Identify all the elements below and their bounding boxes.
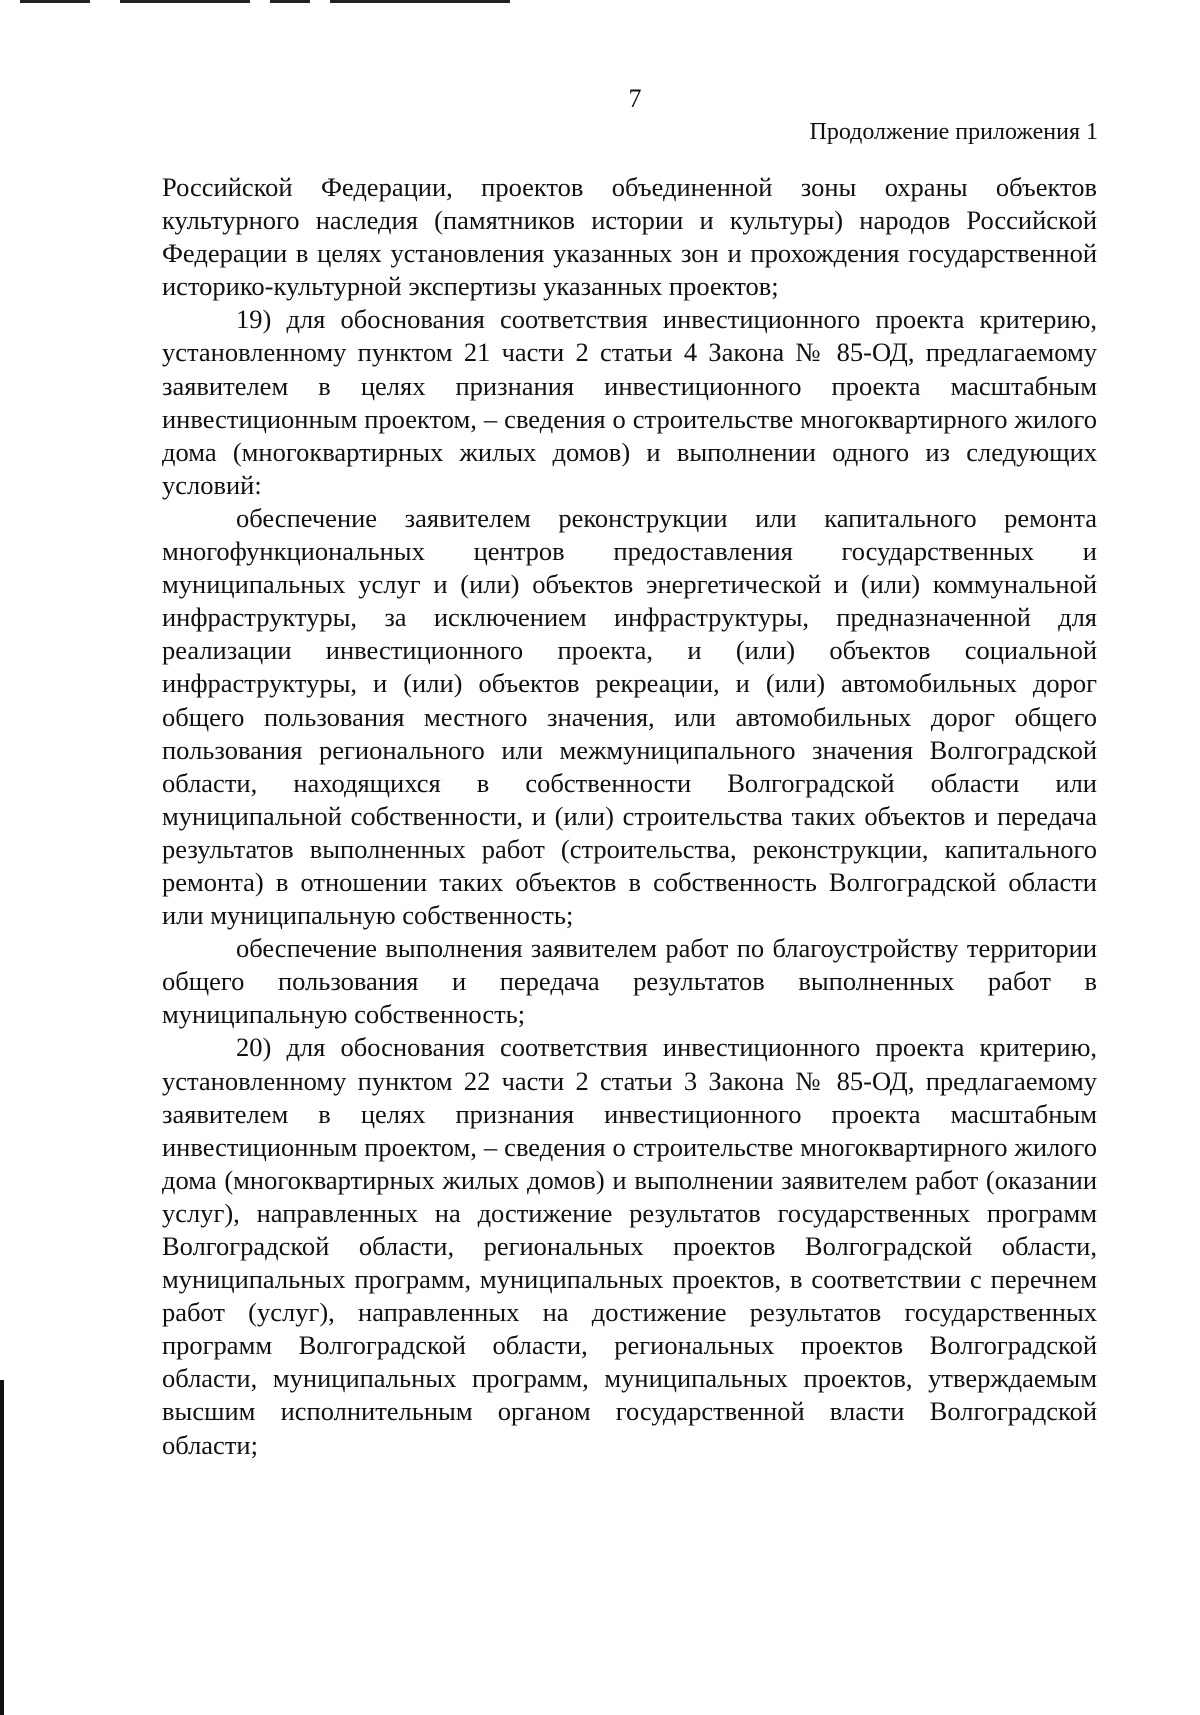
page-number: 7 [628, 84, 642, 113]
paragraph-item-19: 19) для обоснования соответствия инвестиционного проекта критерию, установленному пунктом 21 части 2 статьи 4 Закона № 85-ОД, предлагаемому заявителем в целях признания инвестиционного проекта масштабным инвестиционным проектом, – сведения о строительстве многоквартирного жилого дома (многоквартирных жилых домов) и выполнении одного из следующих условий: [162, 304, 1097, 500]
scan-artifact-left-edge [0, 1380, 4, 1715]
appendix-continuation-note: Продолжение приложения 1 [809, 119, 1098, 145]
paragraph-condition-reconstruction: обеспечение заявителем реконструкции или капитального ремонта многофункциональных центров предоставления государственных и муниципальных услуг и (или) объектов энергетической и (или) коммунальной инфраструктуры, за исключением инфраструктуры, предназначенной для реализации инвестиционного проекта, и (или) объектов социальной инфраструктуры, и (или) объектов рекреации, и (или) автомобильных дорог общего пользования местного значения, или автомобильных дорог общего пользования регионального или межмуниципального значения Волгоградской области, находящихся в собственности Волгоградской области или муниципальной собственности, и (или) строительства таких объектов и передача результатов выполненных работ (строительства, реконструкции, капитального ремонта) в отношении таких объектов в собственность Волгоградской области или муниципальную собственность; [162, 502, 1097, 931]
paragraph-item-20: 20) для обоснования соответствия инвестиционного проекта критерию, установленному пунктом 22 части 2 статьи 3 Закона № 85-ОД, предлагаемому заявителем в целях признания инвестиционного проекта масштабным инвестиционным проектом, – сведения о строительстве многоквартирного жилого дома (многоквартирных жилых домов) и выполнении заявителем работ (оказании услуг), направленных на достижение результатов государственных программ Волгоградской области, региональных проектов Волгоградской области, муниципальных программ, муниципальных проектов, в соответствии с перечнем работ (услуг), направленных на достижение результатов государственных программ Волгоградской области, региональных проектов Волгоградской области, муниципальных программ, муниципальных проектов, утверждаемым высшим исполнительным органом государственной власти Волгоградской области; [162, 1032, 1097, 1460]
scan-artifact-top-edge [20, 0, 520, 4]
paragraph-condition-landscaping: обеспечение выполнения заявителем работ по благоустройству территории общего пользования и передача результатов выполненных работ в муниципальную собственность; [162, 933, 1097, 1030]
paragraph-continuation: Российской Федерации, проектов объединенной зоны охраны объектов культурного наследия (памятников истории и культуры) народов Российской Федерации в целях установления указанных зон и прохождения государственной историко-культурной экспертизы указанных проектов; [162, 172, 1097, 302]
document-body [162, 171, 1097, 1462]
